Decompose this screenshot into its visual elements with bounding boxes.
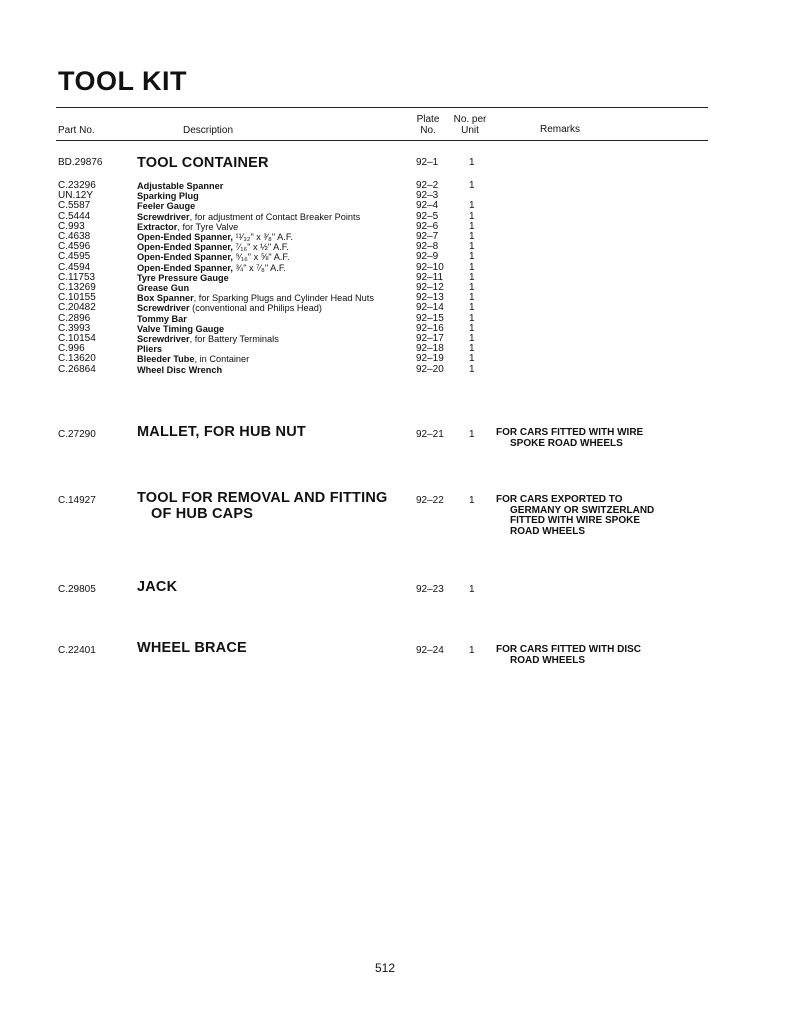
parts-column xyxy=(58,181,96,375)
plates-column xyxy=(416,181,444,375)
quantity-per-unit: 1 xyxy=(469,429,475,440)
plate-number: 92–17 xyxy=(416,333,444,345)
description xyxy=(137,191,374,201)
description-detail: ⁹⁄₁₆" x ⅝" A.F. xyxy=(232,252,290,263)
description-name: Open-Ended Spanner, xyxy=(137,232,233,243)
plate-number: 92–16 xyxy=(416,322,444,334)
plate-number: 92–14 xyxy=(416,302,444,314)
description-name: Grease Gun xyxy=(137,283,190,294)
quantity-per-unit: 1 xyxy=(469,220,475,232)
remark-line: ROAD WHEELS xyxy=(510,654,585,666)
description xyxy=(137,181,374,191)
part-number: C.14927 xyxy=(58,495,96,506)
plate-number: 92–1 xyxy=(416,157,439,168)
quantity-per-unit: 1 xyxy=(469,343,475,355)
description: TOOL CONTAINER xyxy=(137,155,269,171)
plate-number: 92–8 xyxy=(416,241,439,253)
description-name: Adjustable Spanner xyxy=(137,181,224,191)
description-detail: ⁷⁄₁₆" x ½" A.F. xyxy=(232,242,289,253)
description xyxy=(137,490,388,522)
description xyxy=(137,232,374,242)
quantity-per-unit: 1 xyxy=(469,584,475,595)
quantity-per-unit: 1 xyxy=(469,200,475,212)
description-name: Open-Ended Spanner, xyxy=(137,252,233,263)
remark-line: ROAD WHEELS xyxy=(510,525,585,537)
header-unit-line1: No. per xyxy=(453,114,487,125)
description-name: Valve Timing Gauge xyxy=(137,323,225,334)
part-number: C.29805 xyxy=(58,584,96,595)
description-detail: , for Sparking Plugs and Cylinder Head Nuts xyxy=(193,293,374,304)
description xyxy=(137,212,374,222)
quantity-per-unit: 1 xyxy=(469,231,475,243)
quantity-per-unit: 1 xyxy=(469,157,475,168)
part-number: C.26864 xyxy=(58,363,96,375)
description-name: Open-Ended Spanner, xyxy=(137,242,233,253)
remark-line: FOR CARS FITTED WITH DISC xyxy=(496,644,641,655)
plate-number: 92–21 xyxy=(416,429,444,440)
description-name: Tyre Pressure Gauge xyxy=(137,272,229,283)
remark-line: SPOKE ROAD WHEELS xyxy=(510,437,623,449)
part-number: C.2896 xyxy=(58,312,91,324)
part-number: C.27290 xyxy=(58,429,96,440)
description xyxy=(137,344,374,354)
plate-number: 92–10 xyxy=(416,261,444,273)
description-name: Screwdriver xyxy=(137,303,190,314)
header-unit-line2: Unit xyxy=(461,125,479,136)
quantity-per-unit: 1 xyxy=(469,353,475,365)
description-detail: , in Container xyxy=(194,354,250,365)
remarks xyxy=(496,428,643,449)
description xyxy=(137,354,374,364)
description xyxy=(137,283,374,293)
quantity-per-unit: 1 xyxy=(469,363,475,375)
plate-number: 92–24 xyxy=(416,645,444,656)
units-column xyxy=(469,181,475,375)
description-detail: , for Tyre Valve xyxy=(177,221,239,232)
header-remarks: Remarks xyxy=(540,124,581,135)
description: JACK xyxy=(137,579,178,595)
header-plate-line1: Plate xyxy=(416,114,440,125)
plate-number: 92–3 xyxy=(416,190,439,202)
remark-line: FOR CARS FITTED WITH WIRE xyxy=(496,427,644,438)
part-number: C.20482 xyxy=(58,302,96,314)
plate-number: 92–23 xyxy=(416,584,444,595)
quantity-per-unit: 1 xyxy=(469,282,475,294)
quantity-per-unit: 1 xyxy=(469,180,475,191)
description-name: Box Spanner xyxy=(137,293,194,304)
plate-number: 92–12 xyxy=(416,282,444,294)
part-number: C.4638 xyxy=(58,231,91,243)
header-description: Description xyxy=(183,125,234,136)
description xyxy=(137,201,374,211)
remark-line: FITTED WITH WIRE SPOKE xyxy=(510,515,640,526)
part-number: C.10155 xyxy=(58,292,96,304)
description-name: Bleeder Tube xyxy=(137,354,195,365)
description-detail: , for adjustment of Contact Breaker Points xyxy=(189,211,361,222)
description-line: OF HUB CAPS xyxy=(151,506,254,522)
plate-number: 92–22 xyxy=(416,495,444,506)
quantity-per-unit: 1 xyxy=(469,292,475,304)
quantity-per-unit: 1 xyxy=(469,271,475,283)
part-number: C.4594 xyxy=(58,261,91,273)
description-name: Open-Ended Spanner, xyxy=(137,262,233,273)
plate-number: 92–11 xyxy=(416,271,444,283)
part-number: C.13620 xyxy=(58,353,96,365)
plate-number: 92–5 xyxy=(416,210,439,222)
description xyxy=(137,314,374,324)
header-plate-line2: No. xyxy=(420,125,436,136)
description xyxy=(137,242,374,252)
part-number: C.23296 xyxy=(58,180,96,191)
quantity-per-unit: 1 xyxy=(469,261,475,273)
page-title: TOOL KIT xyxy=(58,66,188,96)
plate-number: 92–2 xyxy=(416,180,439,191)
quantity-per-unit: 1 xyxy=(469,333,475,345)
header-top-rule xyxy=(56,107,708,108)
plate-number: 92–18 xyxy=(416,343,444,355)
part-number: C.5587 xyxy=(58,200,91,212)
quantity-per-unit: 1 xyxy=(469,302,475,314)
descriptions-column xyxy=(137,181,374,375)
plate-number: 92–9 xyxy=(416,251,439,263)
part-number: C.13269 xyxy=(58,282,96,294)
description-name: Tommy Bar xyxy=(137,313,187,324)
part-number: C.996 xyxy=(58,343,85,355)
remarks xyxy=(496,645,641,666)
description xyxy=(137,252,374,262)
description xyxy=(137,365,374,375)
remarks xyxy=(496,495,654,537)
plate-number: 92–7 xyxy=(416,231,439,243)
header-part-no: Part No. xyxy=(58,125,95,136)
description: WHEEL BRACE xyxy=(137,640,247,656)
quantity-per-unit: 1 xyxy=(469,241,475,253)
quantity-per-unit: 1 xyxy=(469,645,475,656)
part-number: C.10154 xyxy=(58,333,96,345)
description-detail: , for Battery Terminals xyxy=(189,334,279,345)
header-bottom-rule xyxy=(56,140,708,141)
quantity-per-unit: 1 xyxy=(469,251,475,263)
quantity-per-unit: 1 xyxy=(469,312,475,324)
description-name: Wheel Disc Wrench xyxy=(137,364,223,375)
quantity-per-unit: 1 xyxy=(469,210,475,222)
remark-line: FOR CARS EXPORTED TO xyxy=(496,494,623,505)
plate-number: 92–6 xyxy=(416,220,439,232)
description-detail: ¾" x ⁷⁄₈" A.F. xyxy=(232,262,286,273)
part-number: C.11753 xyxy=(58,271,96,283)
description: MALLET, FOR HUB NUT xyxy=(137,424,306,440)
description xyxy=(137,303,374,313)
header-no-per-unit xyxy=(448,114,492,136)
quantity-per-unit: 1 xyxy=(469,495,475,506)
description-name: Sparking Plug xyxy=(137,191,199,202)
description xyxy=(137,222,374,232)
description xyxy=(137,273,374,283)
part-number: UN.12Y xyxy=(58,190,94,202)
plate-number: 92–15 xyxy=(416,312,444,324)
description xyxy=(137,324,374,334)
part-number: BD.29876 xyxy=(58,157,103,168)
part-number: C.993 xyxy=(58,220,85,232)
plate-number: 92–20 xyxy=(416,363,444,375)
quantity-per-unit: 1 xyxy=(469,322,475,334)
description-detail: (conventional and Philips Head) xyxy=(189,303,322,314)
description-name: Pliers xyxy=(137,344,163,355)
description xyxy=(137,334,374,344)
description-name: Screwdriver xyxy=(137,211,190,222)
part-number: C.5444 xyxy=(58,210,91,222)
header-plate-no xyxy=(410,114,446,136)
part-number: C.3993 xyxy=(58,322,91,334)
description-name: Screwdriver xyxy=(137,334,190,345)
part-number: C.22401 xyxy=(58,645,96,656)
description-line: TOOL FOR REMOVAL AND FITTING xyxy=(137,490,388,506)
description-name: Feeler Gauge xyxy=(137,201,196,212)
description xyxy=(137,263,374,273)
plate-number: 92–19 xyxy=(416,353,444,365)
remark-line: GERMANY OR SWITZERLAND xyxy=(510,504,655,516)
description xyxy=(137,293,374,303)
part-number: C.4595 xyxy=(58,251,91,263)
part-number: C.4596 xyxy=(58,241,91,253)
description-detail: ¹¹⁄₃₂" x ³⁄₈" A.F. xyxy=(232,232,293,243)
description-name: Extractor xyxy=(137,221,178,232)
plate-number: 92–4 xyxy=(416,200,439,212)
plate-number: 92–13 xyxy=(416,292,444,304)
page-number: 512 xyxy=(375,961,396,975)
